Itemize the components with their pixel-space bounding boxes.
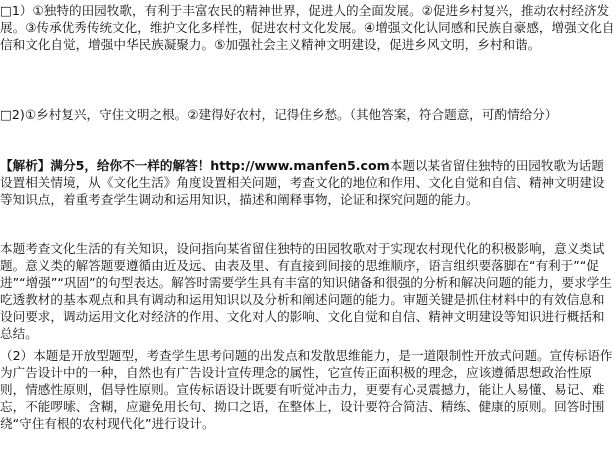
answer-part-1: [0, 2, 616, 53]
analysis-part-1: [0, 240, 616, 342]
analysis-part-2-text: （2）本题是开放型题型，考查学生思考问题的出发点和发散思维能力，是一道限制性开放式问题。宣传标语作为广告设计中的一种，自然也有广告设计宣传理念的属性，它宣传正面积极的理念，应该遵循思想政治性原则，情感性原则，倡导性原则。宣传标语设计既要有听觉冲击力，更要有心灵震撼力，能让人易懂、易记、难忘，不能啰嗦、含糊，应避免用长句、拗口之语，在整体上，设计要符合简洁、精练、健康的原则。回答时围绕“守住有根的农村现代化”进行设计。: [0, 348, 613, 431]
analysis-intro-text: 本题以某省留住独特的田园牧歌为话题设置相关情境，从《文化生活》角度设置相关问题，考查文化的地位和作用、文化自觉和自信、精神文明建设等知识点，着重考查学生调动和运用知识，描述和阐释事物，论证和探究问题的能力。: [0, 158, 605, 207]
analysis-intro: [0, 157, 616, 208]
analysis-part-1-text: 本题考查文化生活的有关知识，设问指向某省留住独特的田园牧歌对于实现农村现代化的积极影响，意义类试题。意义类的解答题要遵循由近及远、由表及里、有直接到间接的思维顺序，语言组织要落脚在“有利于”“促进”“增强”“巩固”的句型表达。解答时需要学生具有丰富的知识储备和很强的分析和解决问题的能力，要求学生吃透教材的基本观点和具有调动和运用知识以及分析和阐述问题的能力。审题关键是抓住材料中的有效信息和设问要求，调动运用文化对经济的作用、文化对人的影响、文化自觉和自信、精神文明建设等知识进行概括和总结。: [0, 241, 612, 341]
answer-part-2: [0, 106, 616, 123]
analysis-part-2: [0, 347, 616, 432]
answer-part-1-text: □1）①独特的田园牧歌，有利于丰富农民的精神世界，促进人的全面发展。②促进乡村复兴，推动农村经济发展。③传承优秀传统文化，维护文化多样性，促进农村文化发展。④增强文化认同感和民族自豪感，增强文化自信和文化自觉，增强中华民族凝聚力。⑤加强社会主义精神文明建设，促进乡风文明，乡村和谐。: [0, 3, 615, 52]
answer-part-2-text: □2)①乡村复兴，守住文明之根。②建得好农村，记得住乡愁。（其他答案，符合题意，可酌情给分）: [0, 107, 558, 122]
analysis-heading: 【解析】满分5，给你不一样的解答！http://www.manfen5.com: [0, 158, 390, 173]
